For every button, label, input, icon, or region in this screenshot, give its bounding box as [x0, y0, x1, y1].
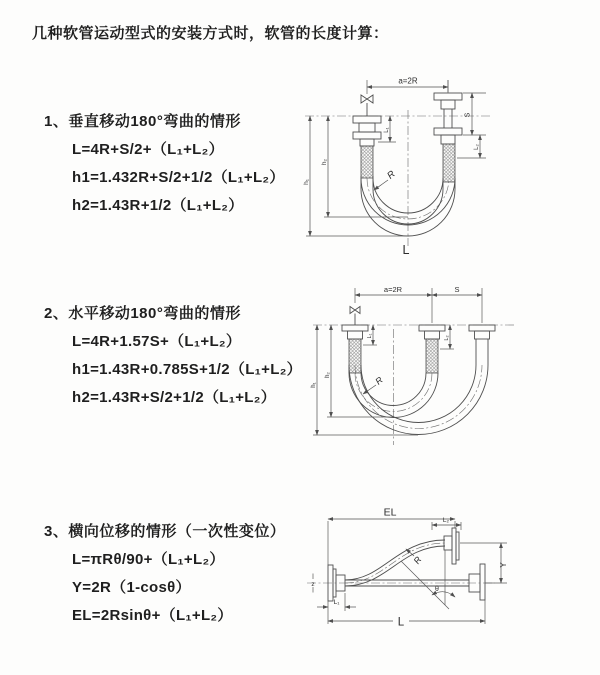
section-2 [44, 300, 302, 412]
right-flange [480, 564, 485, 600]
dim-label-h2: h₂ [321, 158, 328, 166]
formula-line: h2=1.43R+S/2+1/2（L₁+L₂） [72, 389, 277, 406]
dim-label-h2: h₂ [325, 372, 331, 378]
radius-label: R [373, 374, 385, 387]
section-1 [44, 108, 285, 220]
section-3-heading: 3、横向位移的情形（一次性变位） [44, 523, 286, 540]
dim-label-y: Y [499, 562, 508, 568]
s-curve-hose [345, 540, 445, 586]
dim-label-l2: L₂ [442, 517, 450, 524]
radius-label: R [385, 168, 398, 182]
braided-hose [443, 144, 455, 182]
diagram-lateral-displacement [295, 503, 600, 663]
dim-label-a2r: a=2R [383, 285, 403, 294]
diagram-horizontal-180-bend [305, 283, 595, 463]
dim-label-l1: L₁ [384, 127, 390, 133]
right-pipe-fitting [434, 80, 462, 182]
formula-line: h1=1.432R+S/2+1/2（L₁+L₂） [72, 169, 285, 186]
angle-construction [401, 550, 455, 609]
centerline-mark-label: z [311, 580, 315, 588]
dim-label-s: S [464, 112, 472, 118]
dim-label-h1: h₁ [303, 179, 310, 185]
dim-label-l: L [397, 616, 405, 629]
dim-label-a2r: a=2R [398, 76, 418, 86]
braided-hose [426, 339, 438, 373]
radius-leader [406, 549, 414, 556]
dim-label-l1: L₁ [333, 599, 340, 606]
u-bend-hose [349, 365, 488, 435]
radius-label: R [411, 554, 424, 566]
formula-line: Y=2R（1-cosθ） [72, 579, 191, 596]
dim-label-l2: L₂ [444, 335, 450, 341]
dim-label-l2: L₂ [474, 144, 480, 150]
dim-label-el: EL [383, 506, 397, 519]
formula-line: L=4R+1.57S+（L₁+L₂） [72, 333, 242, 350]
diagram-vertical-180-bend [300, 70, 595, 270]
valve-icon [350, 307, 360, 326]
centerline-mark [311, 574, 314, 593]
page-title: 几种软管运动型式的安装方式时，软管的长度计算： [32, 25, 389, 42]
angle-label: θ [435, 586, 439, 593]
dim-label-l1: L₁ [367, 333, 373, 339]
braided-hose [361, 146, 373, 178]
formula-line: L=πRθ/90+（L₁+L₂） [72, 551, 225, 568]
dim-label-h1: h₁ [311, 382, 317, 388]
section-2-heading: 2、水平移动180°弯曲的情形 [44, 305, 241, 322]
formula-line: h1=1.43R+0.785S+1/2（L₁+L₂） [72, 361, 302, 378]
section-1-heading: 1、垂直移动180°弯曲的情形 [44, 113, 241, 130]
radius-leader [374, 180, 388, 190]
valve-icon [361, 95, 373, 116]
top-flange [444, 528, 459, 564]
formula-line: EL=2Rsinθ+（L₁+L₂） [72, 607, 233, 624]
formula-line: L=4R+S/2+（L₁+L₂） [72, 141, 224, 158]
right-pipe-fitting [469, 325, 495, 365]
length-label: L [402, 243, 410, 257]
formula-line: h2=1.43R+1/2（L₁+L₂） [72, 197, 244, 214]
dim-label-s: S [454, 285, 460, 294]
left-pipe-fitting [353, 116, 381, 178]
section-3 [44, 518, 285, 630]
